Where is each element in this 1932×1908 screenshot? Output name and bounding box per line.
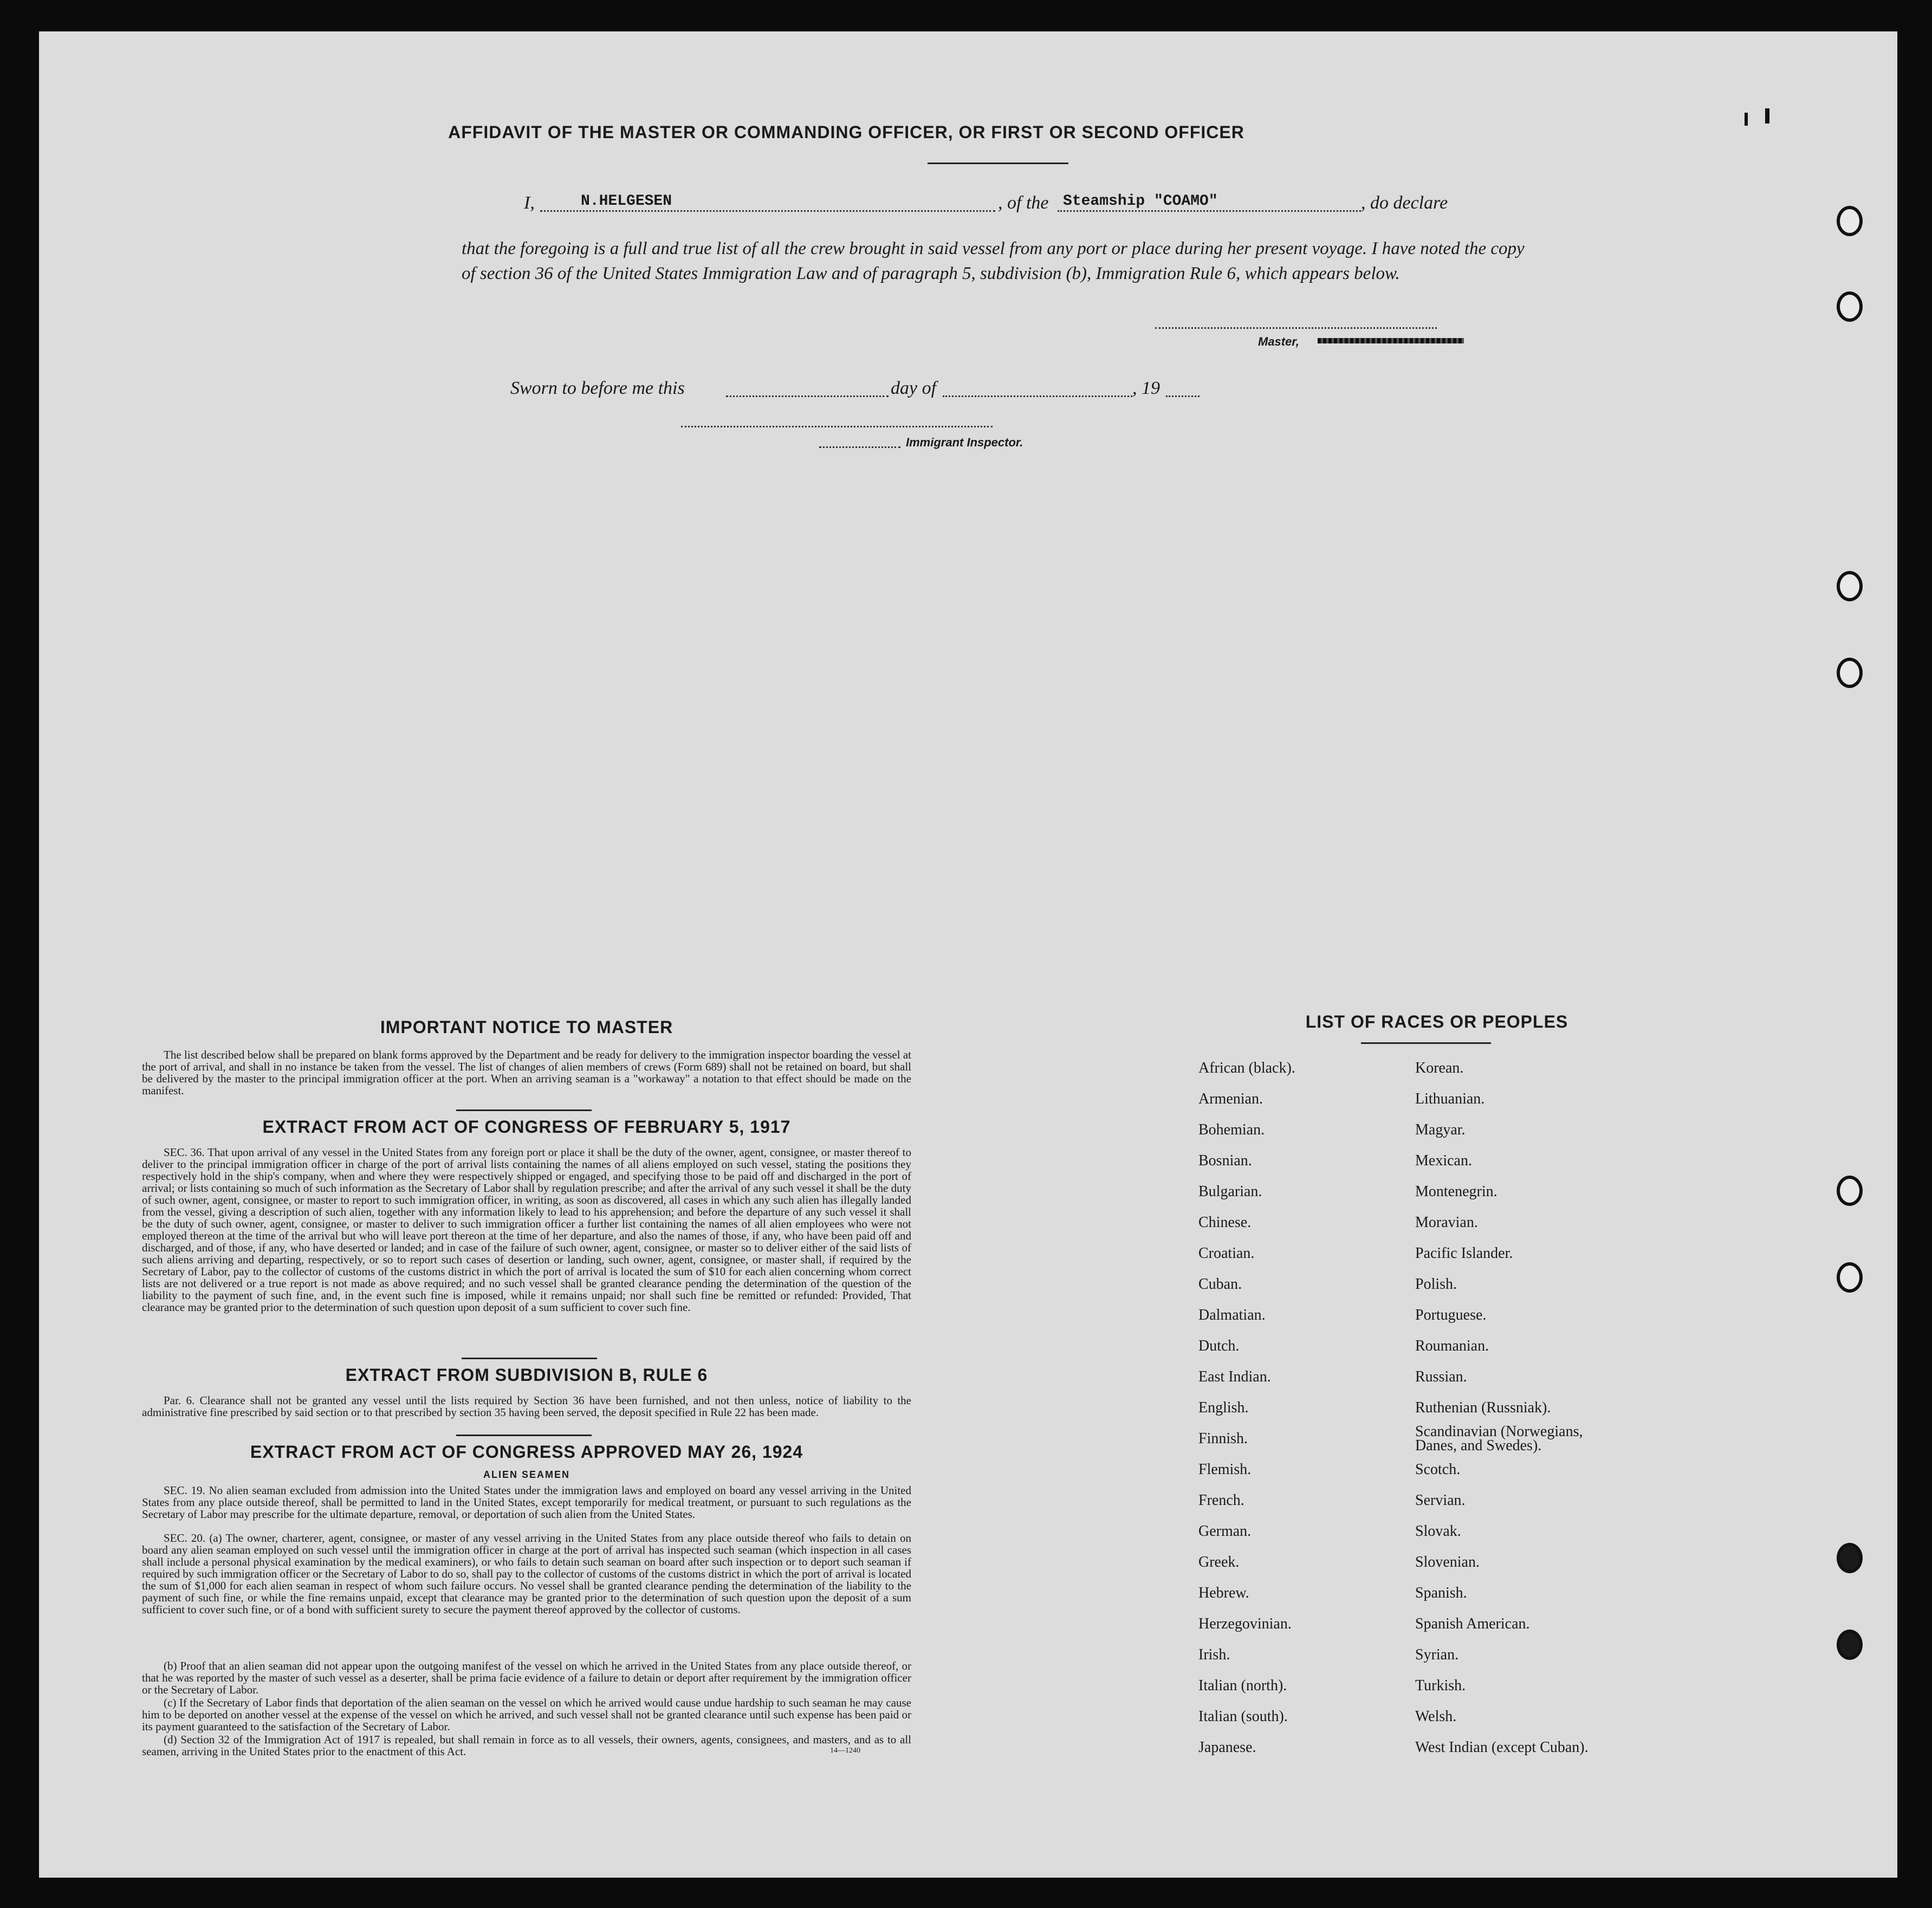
inspector-signature-line	[681, 423, 993, 427]
race-item: Hebrew.	[1198, 1585, 1249, 1601]
sec20b-text: (b) Proof that an alien seaman did not appear upon the outgoing manifest of the vessel on which he arrived in the United States from any place outside thereof, or that he was reported by the master of such vessel as a deserter, shall be prima facie evidence of a failure to detain or deport after requirement by the immigration officer or the Secretary of Labor.	[142, 1659, 911, 1696]
punch-hole-icon	[1837, 571, 1863, 601]
do-declare-label: , do declare	[1361, 193, 1448, 213]
race-item: Russian.	[1415, 1368, 1467, 1385]
race-item: Roumanian.	[1415, 1338, 1489, 1354]
struck-out-text	[1318, 338, 1464, 343]
race-item: French.	[1198, 1492, 1244, 1509]
race-item: Servian.	[1415, 1492, 1466, 1509]
ink-mark	[1745, 113, 1748, 126]
race-item: Polish.	[1415, 1276, 1457, 1293]
master-signature-line	[1155, 324, 1437, 329]
race-item: Italian (north).	[1198, 1677, 1287, 1694]
races-title: LIST OF RACES OR PEOPLES	[1305, 1012, 1568, 1031]
day-of-label: day of	[891, 378, 937, 398]
sec19-text: SEC. 19. No alien seaman excluded from admission into the United States under the immigration laws and employed on board any vessel arriving in the United States from any place outside thereof, shall be permitted to land in the United States, except temporarily for medical treatment, or pursuant to such regulations as the Secretary of Labor may prescribe for the ultimate departure, removal, or deportation of such alien from the United States.	[142, 1484, 911, 1521]
race-item: Dutch.	[1198, 1338, 1240, 1354]
race-item: Bohemian.	[1198, 1121, 1265, 1138]
sec20c-text: (c) If the Secretary of Labor finds that deportation of the alien seaman on the vessel on which he arrived would cause undue hardship to such seaman he may cause him to be deported on another vessel at the expense of the vessel on which he arrived, and such vessel shall not be granted clearance until such expense has been paid or its payment guaranteed to the satisfaction of the Secretary of Labor.	[142, 1696, 911, 1733]
race-item: Pacific Islander.	[1415, 1245, 1513, 1262]
divider	[462, 1358, 597, 1359]
master-label: Master,	[1258, 335, 1299, 348]
race-item: Scotch.	[1415, 1461, 1461, 1478]
race-item: Chinese.	[1198, 1214, 1252, 1231]
race-item: Japanese.	[1198, 1739, 1256, 1756]
punch-hole-icon	[1837, 658, 1863, 688]
ink-mark	[1765, 108, 1769, 124]
race-item: Armenian.	[1198, 1091, 1263, 1107]
inspector-label: Immigrant Inspector.	[906, 436, 1023, 449]
race-item: German.	[1198, 1523, 1252, 1540]
extract-1924-title: EXTRACT FROM ACT OF CONGRESS APPROVED MAY 26, 1924	[250, 1442, 803, 1462]
sec20d-text: (d) Section 32 of the Immigration Act of 1917 is repealed, but shall remain in force as to all vessels, their owners, agents, consignees, and masters, and as to all seamen, arriving in the United States prior to the enactment of this Act.	[142, 1733, 911, 1758]
form-number: 14—1240	[830, 1747, 860, 1755]
race-item: East Indian.	[1198, 1368, 1271, 1385]
divider	[1361, 1042, 1491, 1044]
day-line	[726, 379, 889, 397]
race-item: Herzegovinian.	[1198, 1615, 1292, 1632]
extract-rule6-title: EXTRACT FROM SUBDIVISION B, RULE 6	[345, 1365, 708, 1385]
race-item: Cuban.	[1198, 1276, 1242, 1293]
inspector-dot-line	[819, 430, 900, 448]
race-item: African (black).	[1198, 1060, 1295, 1076]
extract-1924-subtitle: ALIEN SEAMEN	[483, 1469, 570, 1480]
race-item: Turkish.	[1415, 1677, 1466, 1694]
race-item: Spanish.	[1415, 1585, 1467, 1601]
race-item: Korean.	[1415, 1060, 1464, 1076]
master-name: N.HELGESEN	[581, 193, 672, 210]
document-page	[39, 31, 1897, 1878]
race-item: Flemish.	[1198, 1461, 1252, 1478]
declaration-text: that the foregoing is a full and true list of all the crew brought in said vessel from any port or place during her present voyage. I have noted the copy of section 36 of the United States Immigration Law and of paragraph 5, subdivision (b), Immigration Rule 6, which appears below.	[462, 239, 1525, 283]
race-item: Greek.	[1198, 1554, 1240, 1570]
race-item: Portuguese.	[1415, 1307, 1487, 1323]
race-item: West Indian (except Cuban).	[1415, 1739, 1589, 1756]
month-line	[943, 379, 1132, 397]
race-item: Montenegrin.	[1415, 1183, 1497, 1200]
punch-hole-icon	[1837, 1262, 1863, 1293]
race-item: Moravian.	[1415, 1214, 1478, 1231]
notice-title: IMPORTANT NOTICE TO MASTER	[380, 1017, 673, 1037]
race-item: Irish.	[1198, 1646, 1230, 1663]
race-item: Mexican.	[1415, 1152, 1472, 1169]
race-item: Lithuanian.	[1415, 1091, 1485, 1107]
punch-hole-icon	[1837, 1630, 1863, 1660]
divider	[456, 1435, 592, 1436]
punch-hole-icon	[1837, 291, 1863, 322]
sec20a-text: SEC. 20. (a) The owner, charterer, agent, consignee, or master of any vessel arriving in the United States from any place outside thereof who fails to detain on board any alien seaman employed on such vessel until the immigration officer in charge at the port of arrival has inspected such seaman (which inspection in all cases shall include a personal physical examination by the medical examiners), or who fails to detain such seaman on board after such inspection or to deport such seaman if required by such immigration officer or the Secretary of Labor to do so, shall pay to the collector of customs of the customs district in which the port of arrival is located the sum of $1,000 for each alien seaman in respect of whom such failure occurs. No vessel shall be granted clearance pending the determination of the liability to the payment of such fine, or while the fine remains unpaid, except that clearance may be granted prior to the determination of such question upon the deposit of a sum sufficient to cover such fine, or of a bond with sufficient surety to secure the payment thereof approved by the collector of customs.	[142, 1531, 911, 1616]
race-item: Scandinavian (Norwegians, Danes, and Swedes).	[1415, 1423, 1583, 1454]
i-label: I,	[524, 193, 535, 213]
sworn-label: Sworn to before me this	[510, 378, 685, 398]
race-item: Magyar.	[1415, 1121, 1466, 1138]
race-item: Syrian.	[1415, 1646, 1459, 1663]
year-line	[1166, 379, 1200, 397]
divider	[928, 163, 1068, 164]
race-item: Bosnian.	[1198, 1152, 1252, 1169]
punch-hole-icon	[1837, 206, 1863, 236]
extract-1917-title: EXTRACT FROM ACT OF CONGRESS OF FEBRUARY 5, 1917	[262, 1117, 791, 1137]
race-item: Italian (south).	[1198, 1708, 1288, 1725]
race-item: Spanish American.	[1415, 1615, 1530, 1632]
vessel-name: Steamship "COAMO"	[1063, 193, 1218, 210]
race-item: English.	[1198, 1399, 1249, 1416]
notice-text: The list described below shall be prepared on blank forms approved by the Department and be ready for delivery to the immigration inspector boarding the vessel at the port of arrival, and shall in no instance be taken from the vessel. The list of changes of alien members of crews (Form 689) shall not be retained on board, but shall be delivered by the master to the principal immigration officer at the port. When an arriving seaman is a "workaway" a notation to that effect should be made on the manifest.	[142, 1048, 911, 1097]
year-label: , 19	[1132, 378, 1160, 398]
race-item: Ruthenian (Russniak).	[1415, 1399, 1551, 1416]
race-item: Finnish.	[1198, 1430, 1248, 1447]
race-item: Slovak.	[1415, 1523, 1461, 1540]
affidavit-title: AFFIDAVIT OF THE MASTER OR COMMANDING OFFICER, OR FIRST OR SECOND OFFICER	[448, 122, 1244, 142]
divider	[456, 1109, 592, 1111]
extract-rule6-text: Par. 6. Clearance shall not be granted any vessel until the lists required by Section 36 have been furnished, and not then unless, notice of liability to the administrative fine prescribed by said section or to that prescribed by section 35 having been served, the deposit specified in Rule 22 has been made.	[142, 1394, 911, 1419]
punch-hole-icon	[1837, 1543, 1863, 1573]
race-item: Dalmatian.	[1198, 1307, 1266, 1323]
extract-1917-text: SEC. 36. That upon arrival of any vessel in the United States from any foreign port or place it shall be the duty of the owner, agent, consignee, or master thereof to deliver to the principal immigration officer in charge of the port of arrival lists containing the names of all aliens employed on such vessel, stating the positions they respectively hold in the ship's company, when and where they were respectively shipped or engaged, and specifying those to be paid off and discharged in the port of arrival; or lists containing so much of such information as the Secretary of Labor shall by regulation prescribe; and after the arrival of any such vessel it shall be the duty of such owner, agent, consignee, or master to report to such immigration officer, in writing, as soon as discovered, all cases in which any such alien has illegally landed from the vessel, giving a description of such alien, together with any information likely to lead to his apprehension; and before the departure of any such vessel it shall be the duty of such owner, agent, consignee, or master to deliver to such immigration officer a further list containing the names of all alien employees who were not employed thereon at the time of the arrival but who will leave port thereon at the time of her departure, and also the names of those, if any, who have been paid off and discharged, and of those, if any, who have deserted or landed; and in case of the failure of such owner, agent, consignee, or master so to deliver either of the said lists of such aliens arriving and departing, respectively, or so to report such cases of desertion or landing, such owner, agent, consignee, or master shall, if required by the Secretary of Labor, pay to the collector of customs of the customs district in which the port of arrival is located the sum of $10 for each alien concerning whom correct lists are not delivered or a true report is not made as above required; and no such vessel shall be granted clearance pending the determination of the question of the liability to the payment of such fine, and, in the event such fine is imposed, while it remains unpaid; nor shall such fine be remitted or refunded: Provided, That clearance may be granted prior to the determination of such question upon deposit of a sum sufficient to cover such fine.	[142, 1146, 911, 1314]
race-item: Croatian.	[1198, 1245, 1255, 1262]
race-item: Bulgarian.	[1198, 1183, 1262, 1200]
of-the-label: , of the	[998, 193, 1049, 213]
race-item: Slovenian.	[1415, 1554, 1480, 1570]
punch-hole-icon	[1837, 1176, 1863, 1206]
race-item: Welsh.	[1415, 1708, 1457, 1725]
